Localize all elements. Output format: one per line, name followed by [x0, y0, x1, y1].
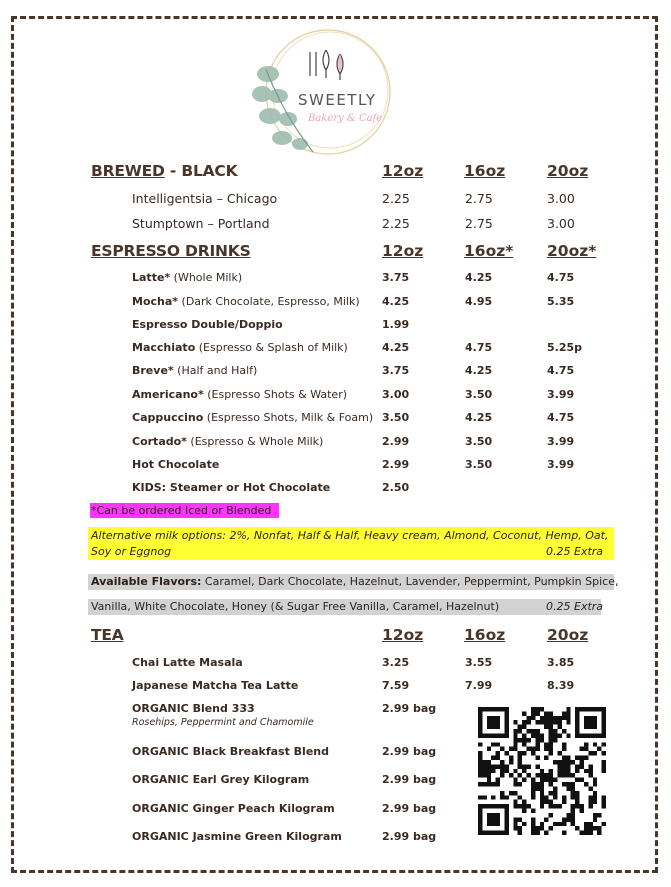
menu-item-name: ORGANIC Ginger Peach Kilogram — [132, 802, 335, 815]
logo-tagline: Bakery & Cafe — [308, 113, 383, 124]
menu-item-name: Chai Latte Masala — [132, 656, 243, 669]
price: 3.75 — [382, 271, 410, 284]
price: 2.25 — [382, 191, 410, 206]
sweetly-logo — [248, 24, 398, 164]
menu-item-name: Hot Chocolate — [132, 458, 220, 471]
flavors-line2: Vanilla, White Chocolate, Honey (& Sugar Free Vanilla, Caramel, Hazelnut) — [91, 600, 500, 613]
price: 4.25 — [382, 341, 410, 354]
price: 2.50 — [382, 481, 410, 494]
price: 2.25 — [382, 216, 410, 231]
iced-note: *Can be ordered Iced or Blended — [91, 504, 272, 517]
tea-size-12: 12oz — [382, 626, 424, 644]
alt-milk-price: 0.25 Extra — [546, 545, 604, 558]
brewed-size-16: 16oz — [464, 162, 506, 180]
tea-size-20: 20oz — [547, 626, 589, 644]
menu-item-name: Cappuccino (Espresso Shots, Milk & Foam) — [132, 411, 374, 424]
logo-name: SWEETLY — [298, 91, 377, 109]
menu-item-subtitle: Rosehips, Peppermint and Chamomile — [132, 717, 314, 728]
price: 4.95 — [465, 295, 493, 308]
menu-item-name: Cortado* (Espresso & Whole Milk) — [132, 435, 324, 448]
price: 3.50 — [382, 411, 410, 424]
espresso-heading: ESPRESSO DRINKS — [91, 242, 251, 260]
menu-item-name: Stumptown – Portland — [132, 216, 270, 231]
price: 3.99 — [547, 458, 575, 471]
price: 2.99 bag — [382, 745, 437, 758]
espresso-size-20: 20oz* — [547, 242, 597, 260]
menu-item-name: ORGANIC Jasmine Green Kilogram — [132, 830, 342, 843]
price: 2.99 bag — [382, 773, 437, 786]
brewed-size-20: 20oz — [547, 162, 589, 180]
menu-item-name: Espresso Double/Doppio — [132, 318, 283, 331]
price: 2.99 — [382, 458, 410, 471]
price: 7.99 — [465, 679, 493, 692]
price: 3.00 — [382, 388, 410, 401]
price: 4.25 — [382, 295, 410, 308]
tea-size-16: 16oz — [464, 626, 506, 644]
price: 1.99 — [382, 318, 410, 331]
price: 7.59 — [382, 679, 410, 692]
price: 3.75 — [382, 364, 410, 377]
menu-item-name: Latte* (Whole Milk) — [132, 271, 243, 284]
price: 4.25 — [465, 411, 493, 424]
price: 3.00 — [547, 191, 575, 206]
flavors-price: 0.25 Extra — [546, 600, 604, 613]
menu-item-name: KIDS: Steamer or Hot Chocolate — [132, 481, 331, 494]
qr-code[interactable] — [478, 706, 606, 836]
price: 5.35 — [547, 295, 575, 308]
price: 5.25p — [547, 341, 583, 354]
price: 2.75 — [465, 191, 493, 206]
price: 3.99 — [547, 435, 575, 448]
alt-milk-line2: Soy or Eggnog — [91, 545, 172, 558]
price: 3.00 — [547, 216, 575, 231]
menu-item-name: ORGANIC Earl Grey Kilogram — [132, 773, 310, 786]
menu-item-name: Japanese Matcha Tea Latte — [132, 679, 299, 692]
price: 3.55 — [465, 656, 493, 669]
price: 4.75 — [547, 271, 575, 284]
menu-item-name: Americano* (Espresso Shots & Water) — [132, 388, 348, 401]
price: 2.99 bag — [382, 702, 437, 715]
price: 2.99 bag — [382, 830, 437, 843]
price: 4.75 — [465, 341, 493, 354]
espresso-size-12: 12oz — [382, 242, 424, 260]
tea-heading: TEA — [91, 626, 124, 644]
price: 3.99 — [547, 388, 575, 401]
price: 3.85 — [547, 656, 575, 669]
price: 3.50 — [465, 435, 493, 448]
price: 4.25 — [465, 271, 493, 284]
price: 4.25 — [465, 364, 493, 377]
price: 2.99 — [382, 435, 410, 448]
menu-item-name: Intelligentsia – Chicago — [132, 191, 278, 206]
price: 4.75 — [547, 364, 575, 377]
brewed-heading: BREWED - BLACK — [91, 162, 238, 180]
menu-item-name: ORGANIC Black Breakfast Blend — [132, 745, 329, 758]
price: 2.75 — [465, 216, 493, 231]
price: 3.25 — [382, 656, 410, 669]
price: 3.50 — [465, 388, 493, 401]
price: 8.39 — [547, 679, 575, 692]
alt-milk-line1: Alternative milk options: 2%, Nonfat, Half & Half, Heavy cream, Almond, Coconut, Hemp, Oat, — [91, 529, 609, 542]
flavors-line1: Available Flavors: Caramel, Dark Chocolate, Hazelnut, Lavender, Peppermint, Pumpkin Spice, — [91, 575, 619, 588]
espresso-size-16: 16oz* — [464, 242, 514, 260]
menu-item-name: Mocha* (Dark Chocolate, Espresso, Milk) — [132, 295, 360, 308]
price: 2.99 bag — [382, 802, 437, 815]
menu-item-name: Macchiato (Espresso & Splash of Milk) — [132, 341, 348, 354]
menu-item-name: Breve* (Half and Half) — [132, 364, 258, 377]
menu-item-name: ORGANIC Blend 333 — [132, 702, 255, 715]
price: 3.50 — [465, 458, 493, 471]
brewed-size-12: 12oz — [382, 162, 424, 180]
price: 4.75 — [547, 411, 575, 424]
